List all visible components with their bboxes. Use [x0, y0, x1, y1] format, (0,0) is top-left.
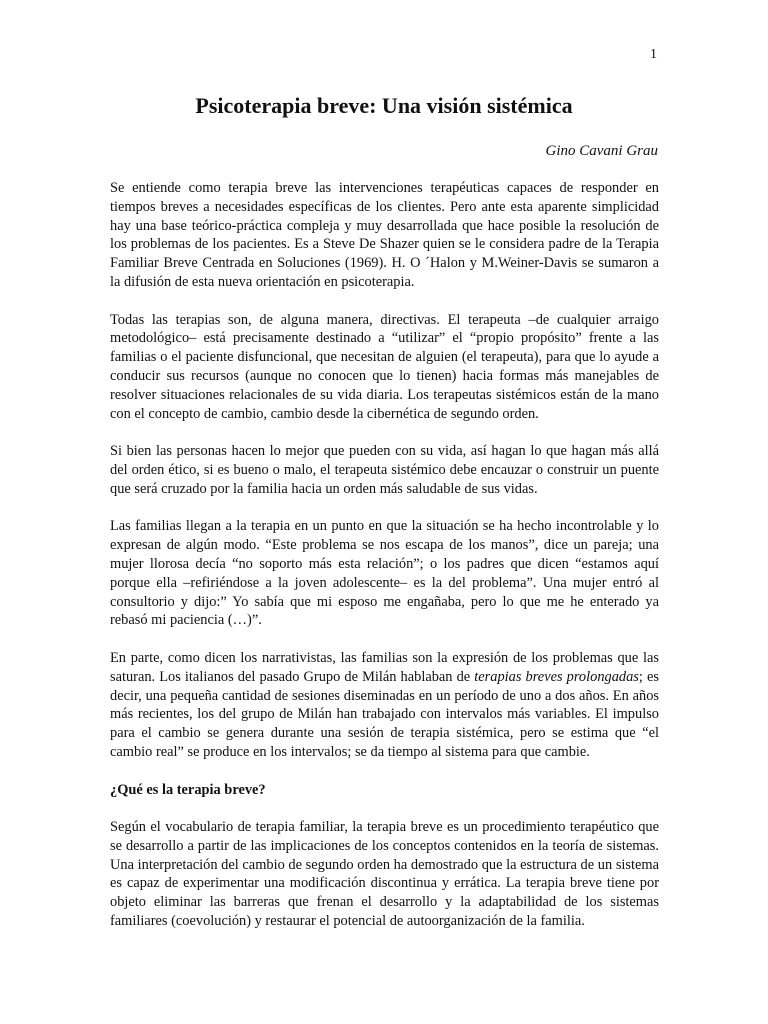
- paragraph-5-italic-term: terapias breves prolongadas: [474, 668, 639, 685]
- paragraph-1: Se entiende como terapia breve las intervenciones terapéuticas capaces de responder en tiempos breves a necesidades específicas de los clientes. Pero ante esta aparente simplicidad hay una base teórico-práctica compleja y muy desarrollada que hace posible la resolución de los problemas de los pacientes. Es a Steve De Shazer quien se le considera padre de la Terapia Familiar Breve Centrada en Soluciones (1969). H. O ´Halon y M.Weiner-Davis se sumaron a la difusión de esta nueva orientación en psicoterapia.: [110, 180, 659, 290]
- author-name: Gino Cavani Grau: [545, 143, 658, 159]
- paragraph-5-text-end: ; es decir, una pequeña cantidad de sesiones diseminadas en un período de uno a dos años. En años más recientes, los del grupo de Milán han trabajado con intervalos más variables. El impulso para el cambio se genera durante una sesión de terapia sistémica, pero se estima que “el cambio real” se produce en los intervalos; se da tiempo al sistema para que cambie.: [110, 668, 659, 760]
- paragraph-6: Según el vocabulario de terapia familiar, la terapia breve es un procedimiento terapéutico que se desarrollo a partir de las implicaciones de los conceptos contenidos en la teoría de sistemas. Una interpretación del cambio de segundo orden ha demostrado que la estructura de un sistema es capaz de experimentar una modificación discontinua y errática. La terapia breve tiene por objeto eliminar las barreras que frenan el desarrollo y la adaptabilidad de los sistemas familiares (coevolución) y restaurar el potencial de autoorganización de la familia.: [110, 819, 659, 930]
- section-heading: ¿Qué es la terapia breve?: [110, 781, 266, 798]
- paragraph-5-text-start: En parte, como dicen los narrativistas, las familias son la expresión de los problemas que las saturan. Los italianos del pasado Grupo de Milán hablaban de: [110, 649, 659, 685]
- page-number: 1: [650, 47, 657, 62]
- paragraph-4: Las familias llegan a la terapia en un punto en que la situación se ha hecho incontrolable y lo expresan de algún modo. “Este problema se nos escapa de los manos”, dice un pareja; una mujer llorosa decía “no soporto más esta relación”; o los padres que dicen “estamos aquí porque ella –refiriéndose a la joven adolescente– es la del problema”. Una mujer entró al consultorio y dijo:” Yo sabía que mi esposo me engañaba, pero lo que me he enterado ya rebasó mi paciencia (…)”.: [110, 518, 659, 629]
- document-title: Psicoterapia breve: Una visión sistémica: [195, 93, 573, 118]
- document-body: [110, 179, 659, 931]
- paragraph-2: Todas las terapias son, de alguna manera, directivas. El terapeuta –de cualquier arraigo metodológico– está precisamente destinado a “utilizar” el “propio propósito” frente a las familias o el paciente disfuncional, que necesitan de alguien (el terapeuta), para que lo ayude a conducir sus recursos (aunque no conocen que lo tienen) hacia formas más manejables de resolver situaciones relacionales de su vida diaria. Los terapeutas sistémicos están de la mano con el concepto de cambio, cambio desde la cibernética de segundo orden.: [110, 311, 659, 422]
- paragraph-3: Si bien las personas hacen lo mejor que pueden con su vida, así hagan lo que hagan más allá del orden ético, si es bueno o malo, el terapeuta sistémico debe encauzar o construir un puente que será cruzado por la familia hacia un orden más saludable de sus vidas.: [110, 443, 659, 497]
- paragraph-5: [110, 649, 659, 762]
